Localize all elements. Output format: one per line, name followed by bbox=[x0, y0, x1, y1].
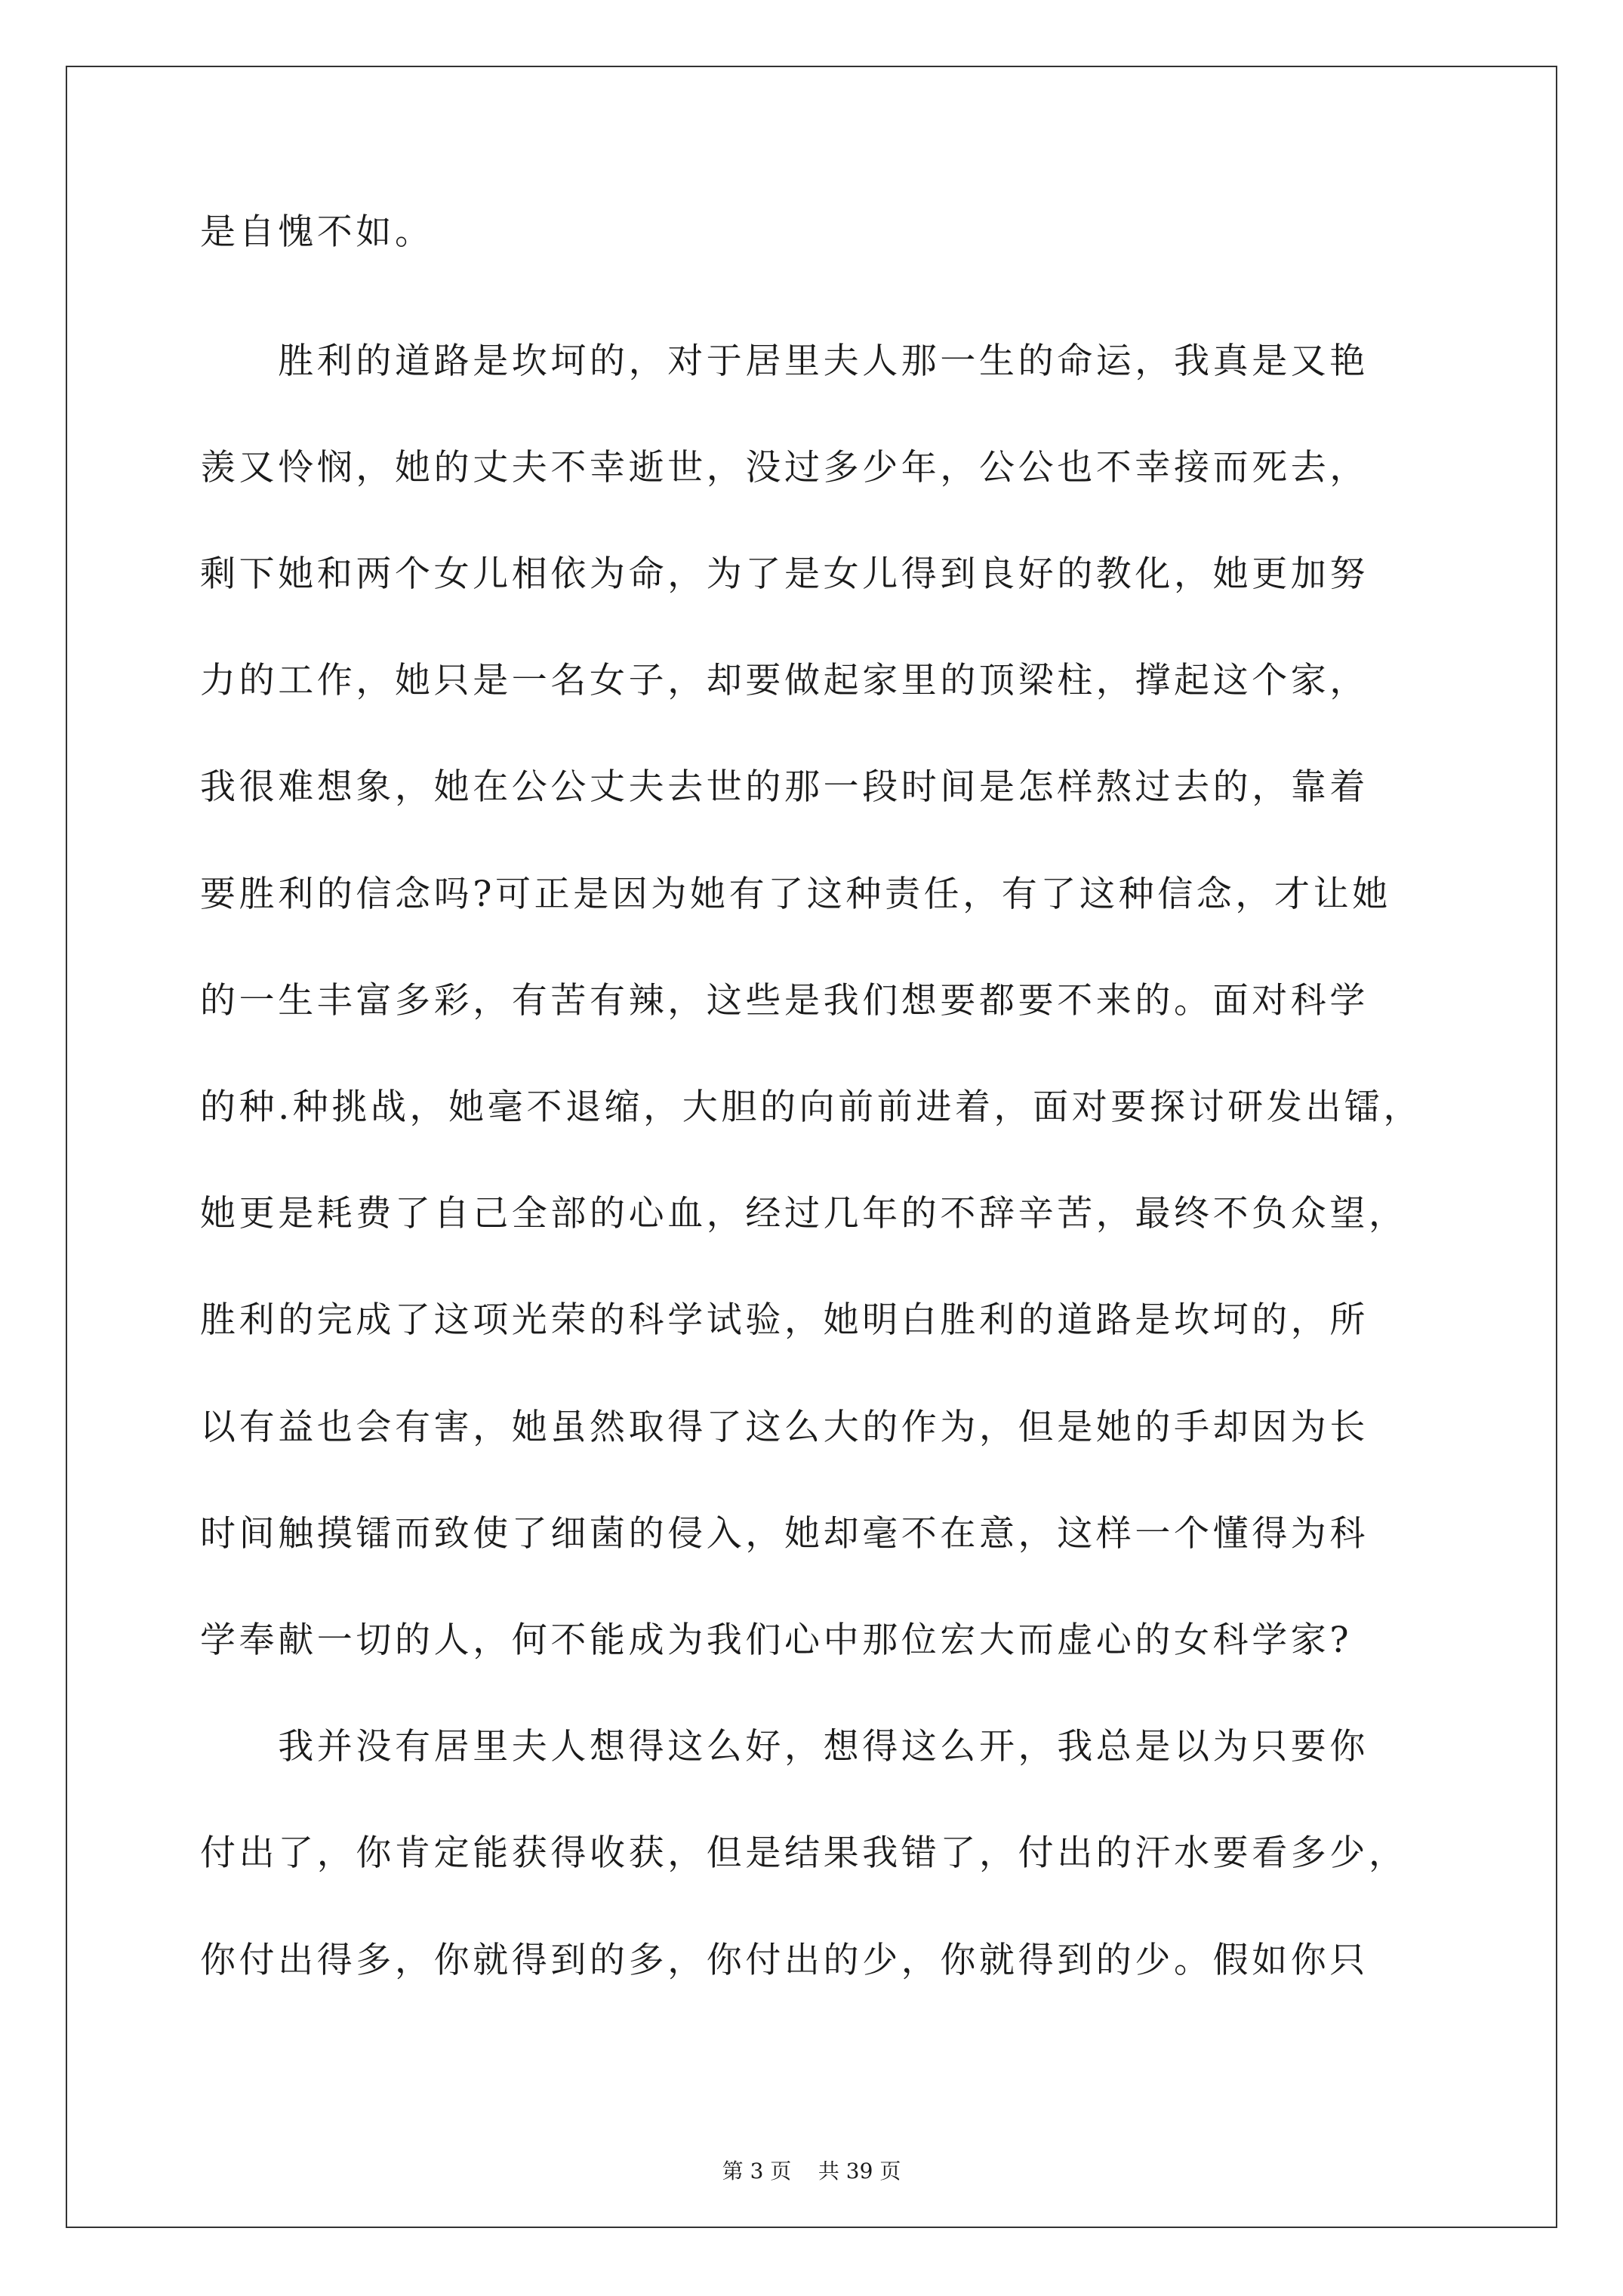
text-line: 力的工作，她只是一名女子，却要做起家里的顶梁柱，撑起这个家， bbox=[200, 660, 1369, 701]
page-number-footer: 第 3 页 共 39 页 bbox=[722, 2159, 901, 2184]
text-line: 胜利的完成了这项光荣的科学试验，她明白胜利的道路是坎坷的，所 bbox=[200, 1299, 1369, 1341]
text-line: 时间触摸镭而致使了细菌的侵入，她却毫不在意，这样一个懂得为科 bbox=[200, 1513, 1369, 1555]
text-line: 胜利的道路是坎坷的，对于居里夫人那一生的命运，我真是又艳 bbox=[200, 341, 1369, 382]
text-line: 的一生丰富多彩，有苦有辣，这些是我们想要都要不来的。面对科学 bbox=[200, 980, 1369, 1022]
text-line: 付出了，你肯定能获得收获，但是结果我错了，付出的汗水要看多少， bbox=[200, 1832, 1408, 1874]
text-line: 我并没有居里夫人想得这么好，想得这么开，我总是以为只要你 bbox=[200, 1726, 1369, 1767]
text-line: 学奉献一切的人，何不能成为我们心中那位宏大而虚心的女科学家? bbox=[200, 1620, 1353, 1661]
text-line: 以有益也会有害，她虽然取得了这么大的作为，但是她的手却因为长 bbox=[200, 1407, 1369, 1448]
text-line: 是自愧不如。 bbox=[200, 211, 434, 253]
text-line: 我很难想象，她在公公丈夫去世的那一段时间是怎样熬过去的，靠着 bbox=[200, 766, 1369, 808]
text-line: 她更是耗费了自己全部的心血，经过几年的不辞辛苦，最终不负众望， bbox=[200, 1193, 1408, 1234]
page-border bbox=[66, 66, 1557, 2228]
text-line: 你付出得多，你就得到的多，你付出的少，你就得到的少。假如你只 bbox=[200, 1940, 1369, 1981]
text-line: 剩下她和两个女儿相依为命，为了是女儿得到良好的教化，她更加努 bbox=[200, 553, 1369, 595]
text-line: 的种.种挑战，她毫不退缩，大胆的向前前进着，面对要探讨研发出镭， bbox=[200, 1086, 1423, 1128]
text-line: 要胜利的信念吗?可正是因为她有了这种责任，有了这种信念，才让她 bbox=[200, 874, 1391, 915]
text-line: 羡又怜悯，她的丈夫不幸逝世，没过多少年，公公也不幸接而死去， bbox=[200, 447, 1369, 488]
